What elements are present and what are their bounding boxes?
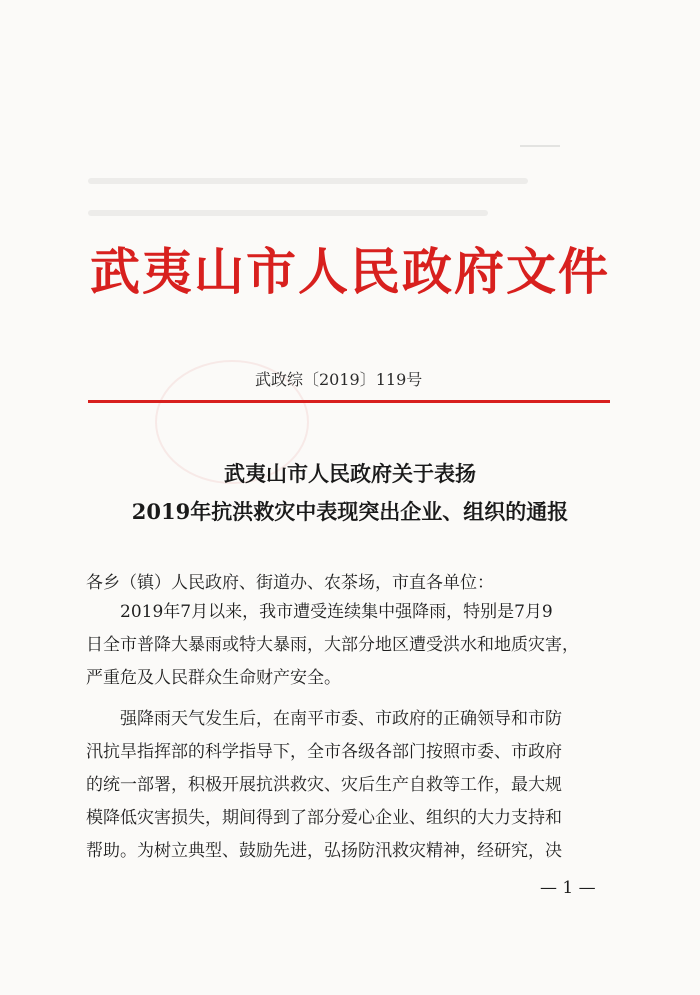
paragraph-line: 汛抗旱指挥部的科学指导下，全市各级各部门按照市委、市政府 [86,742,562,762]
bleed-through-dash [520,145,560,147]
subject-line-1: 武夷山市人民政府关于表扬 [224,461,476,486]
body-paragraph-1 [86,596,616,695]
document-subject [0,455,700,531]
paragraph-line: 严重危及人民群众生命财产安全。 [86,668,341,688]
paragraph-line: 2019年7月以来，我市遭受连续集中强降雨，特别是7月9 [86,602,553,622]
subject-line-2: 2019年抗洪救灾中表现突出企业、组织的通报 [131,499,569,524]
paragraph-line: 帮助。为树立典型、鼓励先进，弘扬防汛救灾精神，经研究，决 [86,841,562,861]
salutation: 各乡（镇）人民政府、街道办、农茶场，市直各单位： [86,573,494,593]
paragraph-line: 日全市普降大暴雨或特大暴雨，大部分地区遭受洪水和地质灾害， [86,635,579,655]
body-paragraph-2 [86,703,616,868]
bleed-through-line [88,178,528,184]
red-divider-rule [88,400,610,403]
document-header-title: 武夷山市人民政府文件 [90,243,610,301]
paragraph-line: 强降雨天气发生后，在南平市委、市政府的正确领导和市防 [86,709,562,729]
document-number: 武政综〔2019〕119号 [255,370,423,389]
paragraph-line: 的统一部署，积极开展抗洪救灾、灾后生产自救等工作，最大规 [86,775,562,795]
bleed-through-line [88,210,488,216]
paragraph-line: 模降低灾害损失，期间得到了部分爱心企业、组织的大力支持和 [86,808,562,828]
page-number: — 1 — [540,878,596,898]
